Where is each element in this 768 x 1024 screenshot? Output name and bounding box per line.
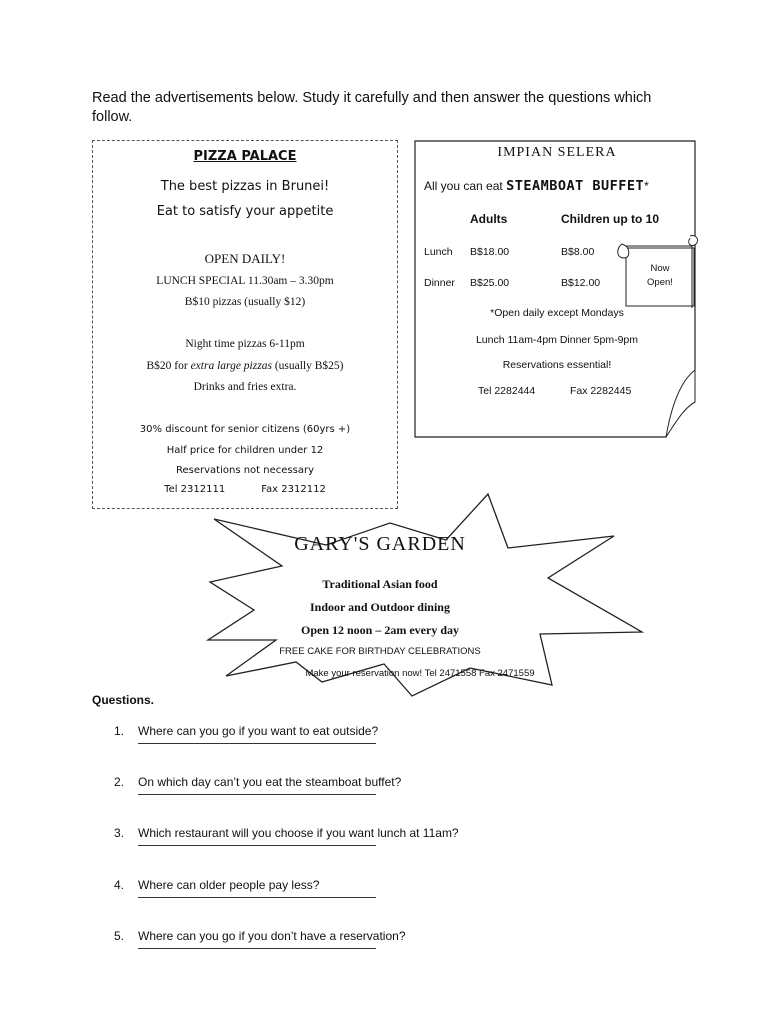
row-dinner-child: B$12.00 <box>561 277 601 289</box>
answer-line[interactable] <box>138 743 376 744</box>
now-open-line-1: Now <box>650 263 670 274</box>
night-price-post: (usually B$25) <box>271 360 344 372</box>
pizza-palace-reservations: Reservations not necessary <box>176 465 314 476</box>
pizza-palace-fax: Fax 2312112 <box>261 484 326 495</box>
question-text: Which restaurant will you choose if you want lunch at 11am? <box>138 826 459 840</box>
pizza-palace-tel: Tel 2312111 <box>164 484 226 495</box>
row-dinner-adult: B$25.00 <box>470 277 510 289</box>
impian-selera-title: IMPIAN SELERA <box>497 145 617 160</box>
question-text: On which day can’t you eat the steamboat buffet? <box>138 775 402 789</box>
question-number: 3. <box>114 826 125 840</box>
instructions-text: Read the advertisements below. Study it carefully and then answer the questions which follow. <box>92 90 652 125</box>
col-adults: Adults <box>470 212 508 226</box>
pizza-palace-tagline-1: The best pizzas in Brunei! <box>160 179 330 194</box>
impian-selera-except: *Open daily except Mondays <box>490 307 624 319</box>
question-number: 4. <box>114 878 125 892</box>
pizza-palace-tagline-2: Eat to satisfy your appetite <box>156 204 334 219</box>
question-text: Where can you go if you want to eat outside? <box>138 724 379 738</box>
row-dinner-label: Dinner <box>424 277 455 289</box>
impian-selera-fax: Fax 2282445 <box>570 385 632 397</box>
impian-selera-hours: Lunch 11am-4pm Dinner 5pm-9pm <box>475 334 639 346</box>
impian-selera-tel: Tel 2282444 <box>478 385 536 397</box>
night-price-pre: B$20 for <box>146 360 191 372</box>
pizza-palace-title: PIZZA PALACE <box>193 149 297 164</box>
questions-section <box>92 693 652 943</box>
question-number: 5. <box>114 929 125 943</box>
night-price-italic: extra large pizzas <box>190 360 272 372</box>
question-text: Where can older people pay less? <box>138 878 320 892</box>
now-open-line-2: Open! <box>647 277 673 288</box>
row-lunch-adult: B$18.00 <box>470 246 510 258</box>
answer-line[interactable] <box>138 948 376 949</box>
pizza-palace-discount: 30% discount for senior citizens (60yrs +) <box>139 424 351 435</box>
pizza-palace-lunch-price: B$10 pizzas (usually $12) <box>184 296 306 308</box>
garys-garden-cake: FREE CAKE FOR BIRTHDAY CELEBRATIONS <box>279 646 481 657</box>
answer-line[interactable] <box>138 794 376 795</box>
impian-selera-reservations: Reservations essential! <box>502 359 612 371</box>
pizza-palace-half-price: Half price for children under 12 <box>166 445 324 456</box>
answer-line[interactable] <box>138 897 376 898</box>
row-lunch-child: B$8.00 <box>561 246 595 258</box>
pizza-palace-open-daily: OPEN DAILY! <box>204 251 286 266</box>
question-number: 1. <box>114 724 125 738</box>
garys-garden-reservation: Make your reservation now! Tel 2471558 Fax 2471559 <box>305 668 535 679</box>
pizza-palace-drinks: Drinks and fries extra. <box>193 381 297 393</box>
answer-line[interactable] <box>138 845 376 846</box>
pizza-palace-lunch-special: LUNCH SPECIAL 11.30am – 3.30pm <box>156 275 334 287</box>
garys-garden-title: GARY'S GARDEN <box>294 533 466 555</box>
garys-garden-line-1: Traditional Asian food <box>322 577 438 591</box>
buffet-bold: STEAMBOAT BUFFET <box>506 178 645 194</box>
pizza-palace-night: Night time pizzas 6-11pm <box>185 338 305 350</box>
garys-garden-line-2: Indoor and Outdoor dining <box>310 600 450 614</box>
questions-heading: Questions. <box>92 693 155 707</box>
garys-garden-line-3: Open 12 noon – 2am every day <box>300 623 459 637</box>
col-children: Children up to 10 <box>561 212 660 226</box>
question-text: Where can you go if you don’t have a reservation? <box>138 929 406 943</box>
row-lunch-label: Lunch <box>424 246 453 258</box>
question-number: 2. <box>114 775 125 789</box>
buffet-pre: All you can eat <box>424 179 507 193</box>
buffet-post: * <box>644 179 649 193</box>
